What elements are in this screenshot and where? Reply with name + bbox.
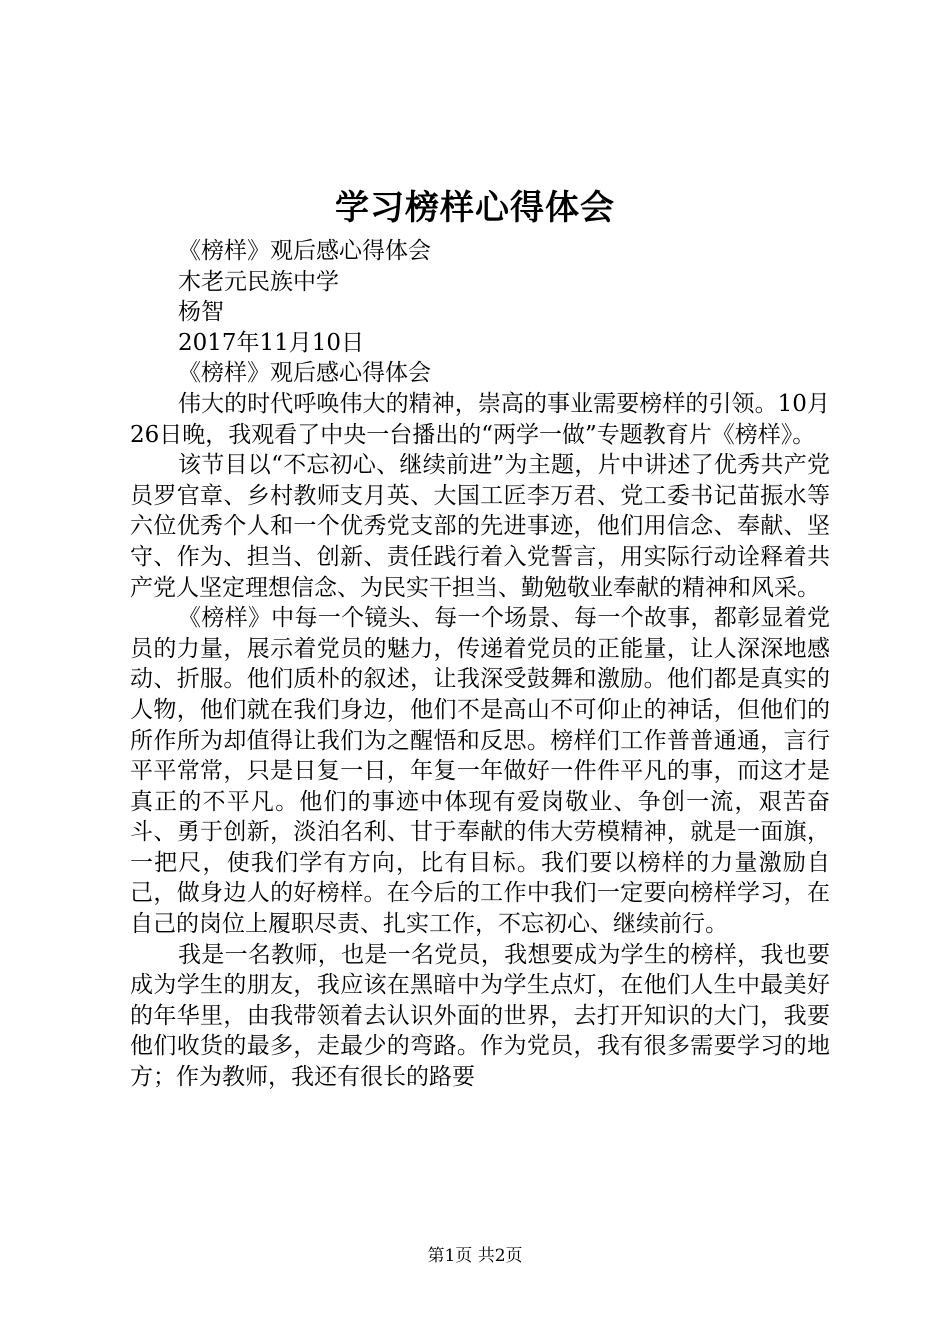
paragraph-3: 《榜样》中每一个镜头、每一个场景、每一个故事，都彰显着党员的力量，展示着党员的魅力，传递着党员的正能量，让人深深地感动、折服。他们质朴的叙述，让我深受鼓舞和激励。他们都是真实的人物，他们就在我们身边，他们不是高山不可仰止的神话，但他们的所作所为却值得让我们为之醒悟和反思。榜样们工作普普通通，言行平平常常，只是日复一日，年复一年做好一件件平凡的事，而这才是真正的不平凡。他们的事迹中体现有爱岗敬业、争创一流，艰苦奋斗、勇于创新，淡泊名利、甘于奉献的伟大劳模精神，就是一面旗，一把尺，使我们学有方向，比有目标。我们要以榜样的力量激励自己，做身边人的好榜样。在今后的工作中我们一定要向榜样学习，在自己的岗位上履职尽责、扎实工作，不忘初心、继续前行。 — [130, 605, 830, 938]
paragraph-1: 伟大的时代呼唤伟大的精神，崇高的事业需要榜样的引领。10月26日晚，我观看了中央一台播出的“两学一做”专题教育片《榜样》。 — [130, 390, 830, 448]
paragraph-2: 该节目以“不忘初心、继续前进”为主题，片中讲述了优秀共产党员罗官章、乡村教师支月英、大国工匠李万君、党工委书记苗振水等六位优秀个人和一个优秀党支部的先进事迹，他们用信念、奉献、坚守、作为、担当、创新、责任践行着入党誓言，用实际行动诠释着共产党人坚定理想信念、为民实干担当、勤勉敬业奉献的精神和风采。 — [130, 452, 830, 601]
document-title: 学习榜样心得体会 — [335, 188, 615, 228]
header-line-heading: 《榜样》观后感心得体会 — [178, 360, 431, 387]
paragraph-4: 我是一名教师，也是一名党员，我想要成为学生的榜样，我也要成为学生的朋友，我应该在黑暗中为学生点灯，在他们人生中最美好的年华里，由我带领着去认识外面的世界，去打开知识的大门，我要他们收货的最多，走最少的弯路。作为党员，我有很多需要学习的地方；作为教师，我还有很长的路要 — [130, 941, 830, 1091]
header-line-date: 2017年11月10日 — [178, 329, 365, 356]
header-line-subtitle: 《榜样》观后感心得体会 — [178, 238, 431, 264]
header-line-school: 木老元民族中学 — [178, 268, 339, 295]
header-line-author: 杨智 — [178, 299, 224, 326]
document-body — [130, 236, 830, 1093]
page-footer: 第1页 共2页 — [427, 1246, 523, 1266]
